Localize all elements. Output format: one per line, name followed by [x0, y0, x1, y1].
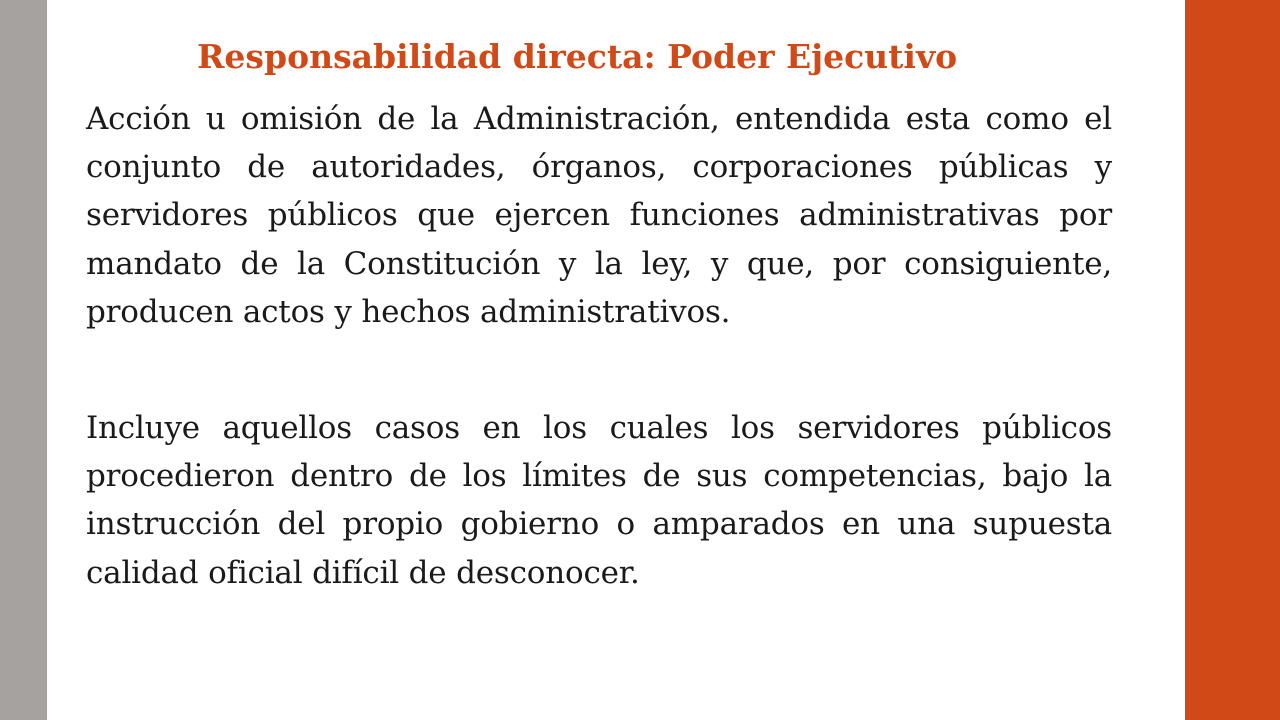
left-decorative-bar: [0, 0, 47, 720]
body-paragraph-1: Acción u omisión de la Administración, entendida esta como el conjunto de autoridades, órganos, corporaciones públicas y servidores públicos que ejercen funciones administrativas por mandato de la Constitución y la ley, y que, por consiguiente, producen actos y hechos administrativos.: [86, 101, 1112, 330]
right-accent-bar: [1185, 0, 1280, 720]
slide-title: Responsabilidad directa: Poder Ejecutivo: [197, 37, 958, 76]
body-paragraph-2: Incluye aquellos casos en los cuales los servidores públicos procedieron dentro de los límites de sus competencias, bajo la instrucción del propio gobierno o amparados en una supuesta calidad oficial difícil de desconocer.: [86, 410, 1112, 591]
